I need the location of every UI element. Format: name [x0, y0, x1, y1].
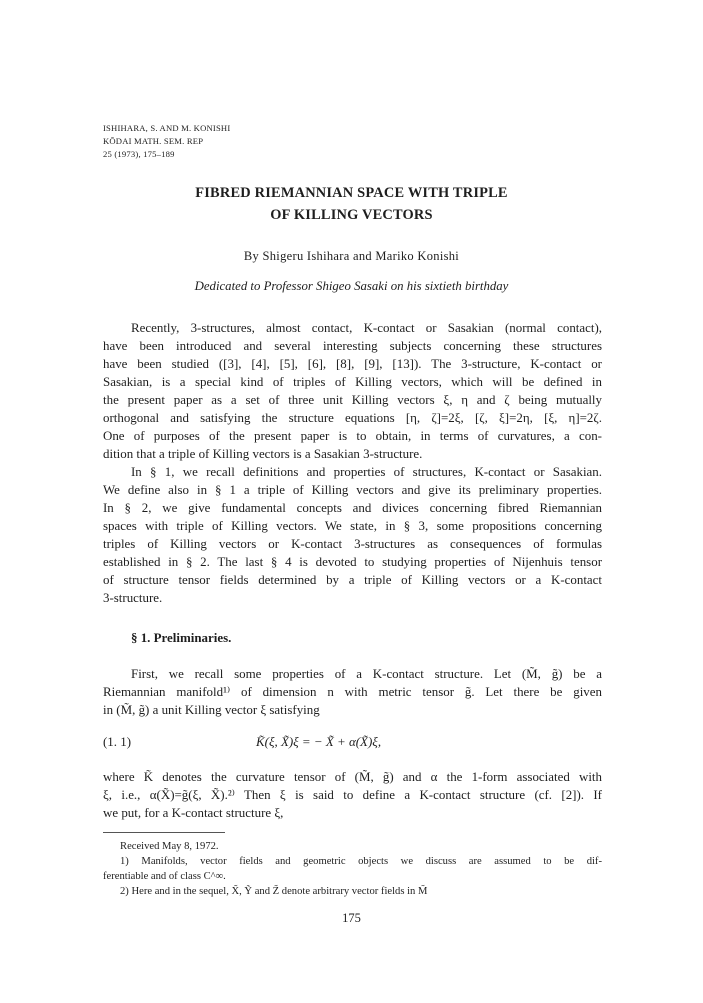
- paper-authors: By Shigeru Ishihara and Mariko Konishi: [243, 249, 460, 263]
- footnote-rule: [103, 832, 225, 833]
- body-line: Riemannian manifold¹⁾ of dimension n with metric tensor g̃. Let there be given: [103, 684, 602, 699]
- intro-line: orthogonal and satisfying the structure equations [η, ζ]=2ξ, [ζ, ξ]=2η, [ξ, η]=2ζ.: [103, 410, 602, 425]
- outline-line: In § 1, we recall definitions and properties of structures, K-contact or Sasakian.: [131, 464, 602, 479]
- running-header-journal: KŌDAI MATH. SEM. REP: [103, 136, 204, 146]
- footnote-1: 1) Manifolds, vector fields and geometric objects we discuss are assumed to be dif-: [120, 856, 602, 867]
- body-line: ξ, i.e., α(X̃)=g̃(ξ, X̃).²⁾ Then ξ is said to define a K-contact structure (cf. [2]). If: [103, 787, 602, 802]
- outline-line: triples of Killing vectors or K-contact 3-structures as consequences of formulas: [103, 536, 602, 551]
- intro-line: have been introduced and several interesting subjects concerning these structures: [103, 338, 602, 353]
- received-date: Received May 8, 1972.: [120, 841, 219, 852]
- dedication: Dedicated to Professor Shigeo Sasaki on his sixtieth birthday: [194, 279, 509, 293]
- intro-line: dition that a triple of Killing vectors is a Sasakian 3-structure.: [103, 446, 423, 461]
- outline-line: established in § 2. The last § 4 is devoted to studying properties of Nijenhuis tensor: [103, 554, 602, 569]
- body-line: First, we recall some properties of a K-contact structure. Let (M̃, g̃) be a: [131, 666, 602, 681]
- footnote-2: 2) Here and in the sequel, X̃, Ỹ and Z̃ denote arbitrary vector fields in M̃: [120, 886, 428, 897]
- intro-line: the present paper as a set of three unit Killing vectors ξ, η and ζ being mutually: [103, 392, 602, 407]
- intro-line: Sasakian, is a special kind of triples of Killing vectors, which will be defined in: [103, 374, 602, 389]
- body-line: we put, for a K-contact structure ξ,: [103, 805, 284, 820]
- outline-line: In § 2, we give fundamental concepts and divices concerning fibred Riemannian: [103, 500, 602, 515]
- footnote-1-continued: ferentiable and of class C^∞.: [103, 871, 226, 882]
- equation-body: K̃(ξ, X̃)ξ = − X̃ + α(X̃)ξ,: [256, 734, 382, 749]
- outline-line: 3-structure.: [103, 590, 163, 605]
- section-heading: § 1. Preliminaries.: [131, 630, 232, 645]
- outline-line: spaces with triple of Killing vectors. We state, in § 3, some propositions concerning: [103, 518, 602, 533]
- paper-title-line-1: FIBRED RIEMANNIAN SPACE WITH TRIPLE: [195, 185, 508, 201]
- page-number: 175: [342, 911, 361, 925]
- paper-title-line-2: OF KILLING VECTORS: [270, 207, 433, 223]
- running-header-authors: ISHIHARA, S. AND M. KONISHI: [103, 123, 231, 133]
- intro-line: have been studied ([3], [4], [5], [6], [8], [9], [13]). The 3-structure, K-contact or: [103, 356, 602, 371]
- body-line: where K̃ denotes the curvature tensor of (M̃, g̃) and α the 1-form associated with: [103, 769, 602, 784]
- intro-line: Recently, 3-structures, almost contact, K-contact or Sasakian (normal contact),: [131, 320, 602, 335]
- outline-line: of structure tensor fields determined by a triple of Killing vectors or a K-contact: [103, 572, 602, 587]
- outline-line: We define also in § 1 a triple of Killing vectors and give its preliminary properties.: [103, 482, 602, 497]
- running-header-volume: 25 (1973), 175–189: [103, 149, 175, 159]
- equation-number: (1. 1): [103, 734, 132, 749]
- body-line: in (M̃, g̃) a unit Killing vector ξ satisfying: [103, 702, 320, 717]
- intro-line: One of purposes of the present paper is to obtain, in terms of curvatures, a con-: [103, 428, 602, 443]
